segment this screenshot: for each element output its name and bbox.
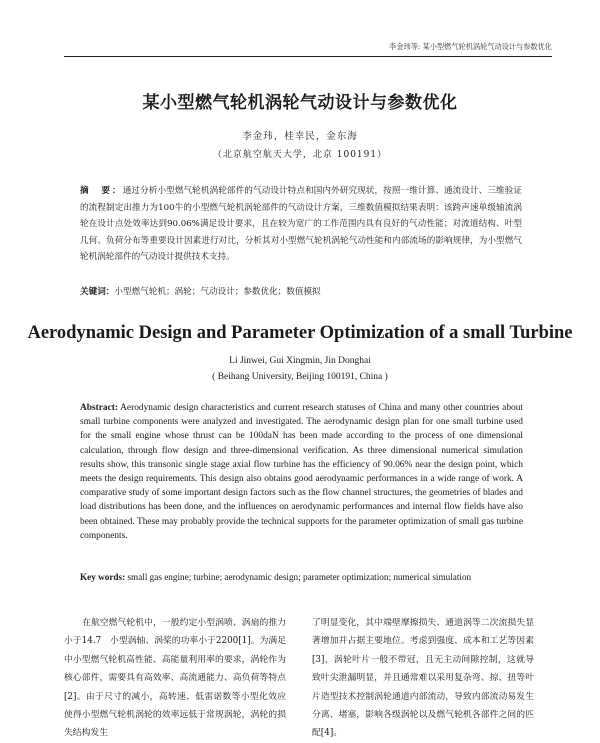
running-head: 李金玮等: 某小型燃气轮机涡轮气动设计与参数优化 — [389, 42, 552, 51]
header-rule — [64, 56, 552, 57]
chinese-keywords-label: 关键词： — [80, 287, 115, 297]
english-authors: Li Jinwei, Gui Xingmin, Jin Donghai — [229, 356, 371, 366]
body-right-text: 了明显变化，其中端壁摩擦损失、通道涡等二次流损失显著增加并占据主要地位。考虑到强度、成本和工艺等因素[3]，涡轮叶片一般不带冠，且无主动间隙控制，这就导致叶尖泄漏明显，并且通常难以采用复杂弯、掠、扭等叶片造型技术控制涡轮通道内部流动，导致内部流动易发生分离、堵塞，影响各级涡轮以及燃气轮机各部件之间的匹配[4]。 — [312, 618, 534, 739]
chinese-abstract-text: 通过分析小型燃气轮机涡轮部件的气动设计特点和国内外研究现状，按照一维计算、通流设计、三维验证的流程制定出推力为100牛的小型燃气轮机涡轮部件的气动设计方案，三维数值模拟结果表明：该跨声速单级轴流涡轮在设计点处效率达到90.06%满足设计要求，且在较为宽广的工作范围内具有良好的气动性能；对流道结构、叶型几何、负荷分布等重要设计因素进行对比，分析其对小型燃气轮机涡轮气动性能和内部流场的影响规律，为小型燃气轮机涡轮部件的气动设计提供技术支持。 — [80, 186, 522, 263]
chinese-authors: 李金玮，桂幸民，金东海 — [242, 131, 358, 142]
body-right-column — [312, 614, 534, 743]
body-left-column — [64, 614, 286, 743]
english-title: Aerodynamic Design and Parameter Optimization of a small Turbine — [27, 323, 573, 343]
chinese-abstract-label: 摘 要： — [80, 186, 123, 196]
chinese-abstract — [80, 183, 522, 266]
chinese-keywords — [80, 285, 522, 299]
english-abstract — [80, 401, 523, 543]
english-keywords-label: Key words: — [80, 572, 126, 582]
chinese-title: 某小型燃气轮机涡轮气动设计与参数优化 — [142, 93, 458, 113]
english-keywords-text: small gas engine; turbine; aerodynamic design; parameter optimization; numerical simulation — [127, 572, 472, 582]
chinese-keywords-text: 小型燃气轮机；涡轮；气动设计；参数优化；数值模拟 — [114, 287, 321, 297]
body-left-text: 在航空燃气轮机中，一般约定小型涡喷、涡扇的推力小于14.7 小型涡轴、涡桨的功率小于2200[1]。为满足中小型燃气轮机高性能、高能量利用率的要求，涡轮作为核心部件，需要具有高效率、高流通能力、高负荷等特点[2]。由于尺寸的减小，高转速、低雷诺数等小型化效应使得小型燃气轮机涡轮的效率远低于常规涡轮，涡轮的损失结构发生 — [64, 618, 286, 739]
english-abstract-label: Abstract: — [80, 403, 119, 413]
english-affiliation: ( Beihang University, Beijing 100191, China ) — [212, 372, 388, 382]
chinese-affiliation: （北京航空航天大学，北京 100191） — [212, 150, 388, 160]
english-keywords — [80, 571, 523, 584]
english-abstract-text: Aerodynamic design characteristics and current research statuses of China and many other countries about small turbine components were analyzed and investigated. The aerodynamic design plan for one small turbine used for the small engine whose thrust can be 100daN has been made according to the process of one dimensional calculation, through flow design and three-dimensional verification. As three dimensional numerical simulation results show, this transonic single stage axial flow turbine has the efficiency of 90.06% near the design point, which meets the design requirements. This design also obtains good aerodynamic performances in a wide range of work. A comparative study of some important design factors such as the flow channel structures, the geometries of blades and load distributions has been done, and the influences on aerodynamic performances and internal flow fields have also been obtained. These may probably provide the technical supports for the parameter optimization of small gas turbine components. — [80, 403, 524, 541]
